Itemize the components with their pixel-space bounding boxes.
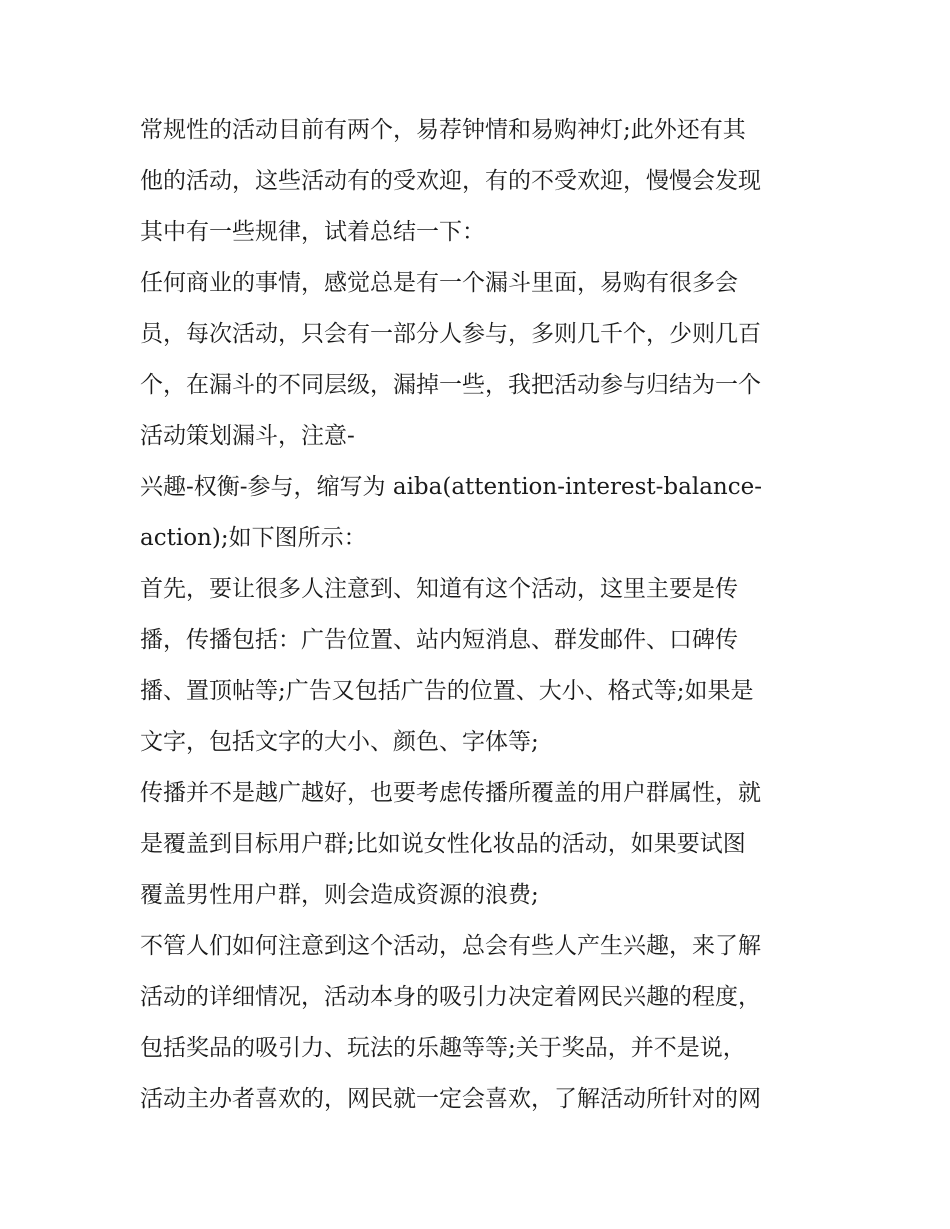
text-line: 不管人们如何注意到这个活动，总会有些人产生兴趣，来了解 <box>140 933 761 959</box>
text-line: 活动策划漏斗，注意- <box>140 423 355 449</box>
text-line: 他的活动，这些活动有的受欢迎，有的不受欢迎，慢慢会发现 <box>140 168 761 194</box>
text-line: 是覆盖到目标用户群;比如说女性化妆品的活动，如果要试图 <box>140 831 746 857</box>
text-line: 个，在漏斗的不同层级，漏掉一些，我把活动参与归结为一个 <box>140 372 761 398</box>
text-line: 兴趣-权衡-参与，缩写为 aiba(attention-interest-balance- <box>140 474 763 500</box>
body-text <box>140 105 815 1125</box>
text-line: 活动的详细情况，活动本身的吸引力决定着网民兴趣的程度， <box>140 984 761 1010</box>
text-line: 传播并不是越广越好，也要考虑传播所覆盖的用户群属性，就 <box>140 780 761 806</box>
text-line: 其中有一些规律，试着总结一下： <box>140 219 485 245</box>
text-line: 包括奖品的吸引力、玩法的乐趣等等;关于奖品，并不是说， <box>140 1035 746 1061</box>
text-line: 播，传播包括：广告位置、站内短消息、群发邮件、口碑传 <box>140 627 738 653</box>
text-line: 播、置顶帖等;广告又包括广告的位置、大小、格式等;如果是 <box>140 678 754 704</box>
text-line: 任何商业的事情，感觉总是有一个漏斗里面，易购有很多会 <box>140 270 738 296</box>
text-line: 首先，要让很多人注意到、知道有这个活动，这里主要是传 <box>140 576 738 602</box>
text-line: action);如下图所示： <box>140 525 367 551</box>
text-line: 常规性的活动目前有两个，易荐钟情和易购神灯;此外还有其 <box>140 117 746 143</box>
text-line: 文字，包括文字的大小、颜色、字体等; <box>140 729 539 755</box>
text-line: 覆盖男性用户群，则会造成资源的浪费; <box>140 882 539 908</box>
text-line: 活动主办者喜欢的，网民就一定会喜欢，了解活动所针对的网 <box>140 1086 761 1112</box>
text-line: 员，每次活动，只会有一部分人参与，多则几千个，少则几百 <box>140 321 761 347</box>
